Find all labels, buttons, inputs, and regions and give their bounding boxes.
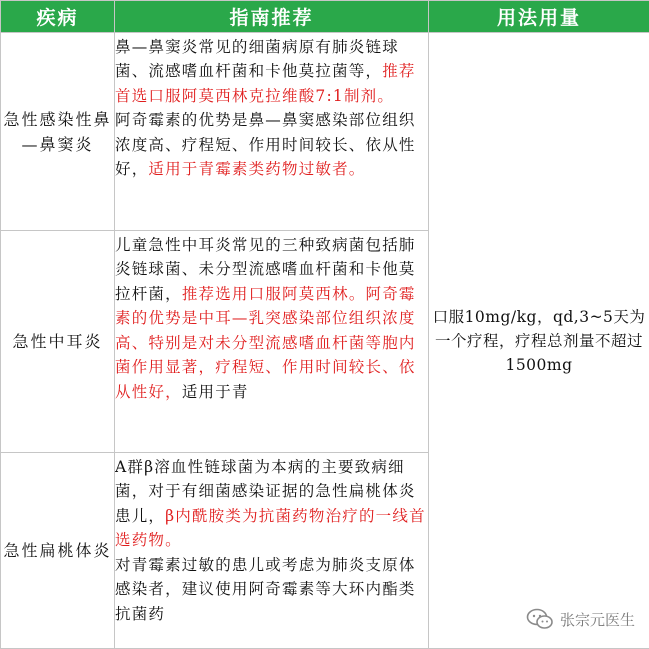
guide-segment: A群β溶血性链球菌为本病的主要致病细菌，对于有细菌感染证据的急性扁桃体炎患儿， — [115, 458, 416, 525]
guide-paragraph — [115, 108, 428, 182]
header-usage: 用法用量 — [429, 1, 649, 33]
header-guide: 指南推荐 — [115, 1, 429, 33]
guide-segment: 鼻—鼻窦炎常见的细菌病原有肺炎链球菌、流感嗜血杆菌和卡他莫拉菌等， — [115, 38, 399, 81]
header-row — [1, 1, 649, 33]
usage-cell: 口服10mg/kg，qd,3~5天为一个疗程，疗程总剂量不超过1500mg — [429, 33, 649, 649]
guide-segment: 阿奇霉素的优势是鼻—鼻窦感染部位组织浓度高、疗程短、作用时间较长、依从性好， — [115, 111, 416, 178]
disease-cell: 急性扁桃体炎 — [1, 453, 115, 649]
watermark-text: 张宗元医生 — [560, 609, 635, 630]
guide-text — [115, 233, 428, 451]
guide-segment: 儿童急性中耳炎常见的三种致病菌包括肺炎链球菌、未分型流感嗜血杆菌和卡他莫拉杆菌， — [115, 236, 416, 303]
guide-cell — [115, 453, 429, 649]
guide-segment-highlight: 适用于青霉素类药物过敏者。 — [148, 160, 365, 178]
header-disease: 疾病 — [1, 1, 115, 33]
guide-segment: 对青霉素过敏的患儿或考虑为肺炎支原体感染者，建议使用阿奇霉素等大环内酯类抗菌药 — [115, 556, 416, 623]
watermark — [526, 608, 635, 630]
guide-text — [115, 455, 428, 647]
table-row — [1, 33, 649, 231]
guide-paragraph — [115, 553, 428, 627]
guide-segment-highlight: 推荐首选口服阿莫西林克拉维酸7:1制剂。 — [115, 62, 416, 105]
disease-cell: 急性中耳炎 — [1, 231, 115, 453]
disease-cell: 急性感染性鼻—鼻窦炎 — [1, 33, 115, 231]
wechat-icon — [526, 608, 554, 630]
guide-segment-highlight: β内酰胺类为抗菌药物治疗的一线首选药物。 — [115, 507, 426, 550]
guide-segment: 适用于青 — [182, 383, 249, 401]
guide-text — [115, 35, 428, 229]
guide-cell — [115, 33, 429, 231]
guide-segment-highlight: 推荐选用口服阿莫西林。 — [182, 285, 366, 303]
guide-cell — [115, 231, 429, 453]
guide-segment-highlight: 阿奇霉素的优势是中耳—乳突感染部位组织浓度高、特别是对未分型流感嗜血杆菌等胞内菌作用显著，疗程短、作用时间较长、依从性好， — [115, 285, 416, 401]
